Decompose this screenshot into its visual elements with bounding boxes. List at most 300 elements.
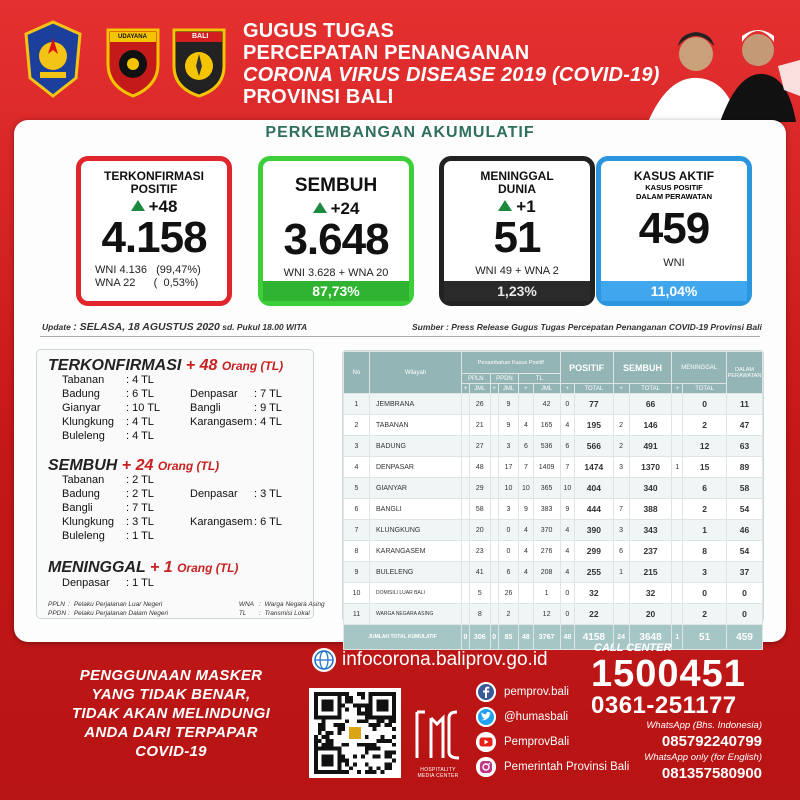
cell-region: DOMISILI LUAR BALI bbox=[370, 583, 462, 604]
col-sembuh: SEMBUH bbox=[613, 352, 672, 384]
legend-text: WNA bbox=[238, 601, 254, 608]
update-time: sd. Pukul 18.00 WITA bbox=[222, 322, 308, 332]
deaths-breakdown-unit: Orang (TL) bbox=[177, 561, 239, 575]
total-label: JUMLAH TOTAL KUMULATIF bbox=[344, 625, 462, 650]
col-sub-plus: + bbox=[462, 384, 470, 394]
cell-value: 8 bbox=[469, 604, 490, 625]
cell-no: 4 bbox=[344, 457, 370, 478]
cell-no: 7 bbox=[344, 520, 370, 541]
breakdown-region: Bangli bbox=[62, 502, 93, 514]
total-value: 3767 bbox=[533, 625, 560, 650]
breakdown-entry bbox=[62, 430, 154, 442]
total-value: 459 bbox=[727, 625, 763, 650]
cell-value: 444 bbox=[575, 499, 613, 520]
cell-value: 89 bbox=[727, 457, 763, 478]
cell-value: 7 bbox=[519, 457, 533, 478]
table-row bbox=[344, 541, 763, 562]
website-link[interactable] bbox=[312, 648, 548, 672]
cell-value: 2 bbox=[498, 604, 519, 625]
cell-value: 0 bbox=[683, 583, 727, 604]
col-sub-jml: JML bbox=[498, 384, 519, 394]
breakdown-region: Denpasar bbox=[190, 388, 238, 400]
warning-line: TIDAK AKAN MELINDUNGI bbox=[71, 705, 271, 722]
legend-text: PPLN bbox=[48, 601, 65, 608]
update-label: Update bbox=[42, 322, 71, 332]
cell-value: 6 bbox=[613, 541, 629, 562]
cell-no: 8 bbox=[344, 541, 370, 562]
total-value: 1 bbox=[672, 625, 683, 650]
cell-value bbox=[462, 604, 470, 625]
cell-value bbox=[490, 478, 498, 499]
cell-value bbox=[613, 604, 629, 625]
recovered-sub: WNI 3.628 + WNA 20 bbox=[283, 267, 389, 279]
active-value: 459 bbox=[638, 204, 710, 253]
cell-value bbox=[519, 583, 533, 604]
call-center-number-1[interactable]: 1500451 bbox=[591, 653, 746, 695]
col-sub-total: TOTAL bbox=[683, 384, 727, 394]
legend-text: Warga Negara Asing bbox=[264, 601, 325, 608]
cell-value: 11 bbox=[727, 394, 763, 415]
active-sub: WNI bbox=[663, 257, 685, 269]
cell-value: 3 bbox=[498, 499, 519, 520]
cell-value: 370 bbox=[533, 520, 560, 541]
globe-icon bbox=[312, 648, 336, 672]
cell-region: KLUNGKUNG bbox=[370, 520, 462, 541]
cell-value bbox=[462, 478, 470, 499]
warning-line: PENGGUNAAN MASKER bbox=[79, 667, 263, 684]
header-line-4: PROVINSI BALI bbox=[243, 86, 394, 108]
header-line-3: CORONA VIRUS DISEASE 2019 (COVID-19) bbox=[243, 64, 660, 86]
breakdown-entry bbox=[190, 388, 282, 400]
total-value: 85 bbox=[498, 625, 519, 650]
cell-value: 41 bbox=[469, 562, 490, 583]
cell-value bbox=[519, 604, 533, 625]
active-card bbox=[596, 156, 752, 306]
col-sub-jml: JML bbox=[469, 384, 490, 394]
cell-no: 1 bbox=[344, 394, 370, 415]
breakdown-count: : 7 TL bbox=[254, 388, 282, 400]
breakdown-region: Klungkung bbox=[62, 516, 114, 528]
cell-value: 42 bbox=[533, 394, 560, 415]
cell-value bbox=[519, 394, 533, 415]
legend-text: TL bbox=[238, 610, 247, 617]
cell-value: 58 bbox=[469, 499, 490, 520]
qr-code-image bbox=[309, 688, 401, 778]
cell-value bbox=[672, 541, 683, 562]
breakdown-entry bbox=[62, 374, 154, 386]
breakdown-count: : 4 TL bbox=[126, 430, 154, 442]
legend-row bbox=[48, 600, 325, 609]
twitter-link[interactable] bbox=[476, 707, 568, 727]
region-table bbox=[343, 351, 763, 650]
facebook-handle: pemprov.bali bbox=[504, 686, 569, 698]
warning-line: YANG TIDAK BENAR, bbox=[91, 686, 251, 703]
cell-value bbox=[672, 604, 683, 625]
source-line: Sumber : Press Release Gugus Tugas Percepatan Penanganan COVID-19 Provinsi Bali bbox=[412, 322, 762, 332]
cell-value bbox=[462, 436, 470, 457]
cell-value bbox=[490, 604, 498, 625]
legend-text: Transmisi Lokal bbox=[264, 610, 310, 617]
confirmed-card bbox=[76, 156, 232, 306]
cell-value: 9 bbox=[560, 499, 575, 520]
cell-value: 343 bbox=[629, 520, 672, 541]
cell-value: 9 bbox=[498, 415, 519, 436]
whatsapp-id-label: WhatsApp (Bhs. Indonesia) bbox=[646, 720, 762, 731]
up-arrow-icon bbox=[313, 202, 327, 213]
cell-value bbox=[490, 436, 498, 457]
breakdown-count: : 7 TL bbox=[126, 502, 154, 514]
officials-portrait-image bbox=[628, 6, 800, 122]
breakdown-count: : 4 TL bbox=[126, 416, 154, 428]
cell-region: GIANYAR bbox=[370, 478, 462, 499]
deaths-delta: +1 bbox=[516, 197, 536, 216]
cell-value bbox=[613, 478, 629, 499]
header-line-2: PERCEPATAN PENANGANAN bbox=[243, 42, 530, 64]
cell-value: 2 bbox=[683, 415, 727, 436]
cell-region: BANGLI bbox=[370, 499, 462, 520]
total-value: 48 bbox=[560, 625, 575, 650]
cell-value bbox=[672, 478, 683, 499]
breakdown-count: : 4 TL bbox=[254, 416, 282, 428]
cell-value: 32 bbox=[575, 583, 613, 604]
breakdown-entry bbox=[62, 474, 154, 486]
cell-value bbox=[462, 394, 470, 415]
cell-value: 3 bbox=[613, 457, 629, 478]
breakdown-count: : 3 TL bbox=[254, 488, 282, 500]
cell-value: 1 bbox=[533, 583, 560, 604]
confirmed-title-1: TERKONFIRMASI bbox=[104, 169, 204, 183]
breakdown-region: Buleleng bbox=[62, 530, 105, 542]
udayana-military-emblem-icon bbox=[102, 20, 164, 98]
breakdown-count: : 2 TL bbox=[126, 474, 154, 486]
cell-value bbox=[462, 415, 470, 436]
table-row bbox=[344, 436, 763, 457]
col-tl: TL bbox=[519, 374, 560, 384]
cell-value bbox=[490, 541, 498, 562]
cell-value: 0 bbox=[683, 394, 727, 415]
cell-value: 146 bbox=[629, 415, 672, 436]
section-title: PERKEMBANGAN AKUMULATIF bbox=[265, 124, 535, 141]
cell-value: 0 bbox=[560, 583, 575, 604]
legend-row bbox=[48, 609, 325, 618]
table-row bbox=[344, 499, 763, 520]
abbreviation-legend bbox=[48, 600, 325, 618]
cell-value bbox=[672, 415, 683, 436]
breakdown-region: Badung bbox=[62, 488, 100, 500]
cell-value: 4 bbox=[560, 541, 575, 562]
col-positif: POSITIF bbox=[560, 352, 613, 384]
cell-value: 165 bbox=[533, 415, 560, 436]
breakdown-region: Denpasar bbox=[62, 577, 110, 589]
cell-value: 21 bbox=[469, 415, 490, 436]
youtube-icon bbox=[476, 732, 496, 752]
cell-value: 4 bbox=[519, 541, 533, 562]
breakdown-entry bbox=[190, 402, 282, 414]
facebook-icon bbox=[476, 682, 496, 702]
total-value: 306 bbox=[469, 625, 490, 650]
cell-value: 27 bbox=[469, 436, 490, 457]
cell-value: 0 bbox=[727, 604, 763, 625]
table-row bbox=[344, 520, 763, 541]
cell-value: 4 bbox=[560, 562, 575, 583]
call-center-label: CALL CENTER bbox=[594, 642, 672, 654]
cell-value: 3 bbox=[613, 520, 629, 541]
deaths-breakdown-label: MENINGGAL bbox=[48, 559, 146, 576]
cell-value bbox=[490, 520, 498, 541]
cell-value bbox=[490, 415, 498, 436]
breakdown-count: : 2 TL bbox=[126, 488, 154, 500]
update-line bbox=[42, 321, 307, 333]
cell-value: 17 bbox=[498, 457, 519, 478]
cell-value: 2 bbox=[613, 436, 629, 457]
cell-value: 4 bbox=[519, 415, 533, 436]
recovered-delta: +24 bbox=[330, 199, 360, 218]
instagram-link[interactable] bbox=[476, 757, 629, 777]
table-row bbox=[344, 583, 763, 604]
cell-value bbox=[672, 562, 683, 583]
region-table-box bbox=[342, 350, 764, 643]
cell-value bbox=[462, 499, 470, 520]
cell-value bbox=[672, 520, 683, 541]
breakdown-region: Tabanan bbox=[62, 374, 105, 386]
table-row bbox=[344, 415, 763, 436]
cell-value: 0 bbox=[498, 520, 519, 541]
cell-value: 10 bbox=[519, 478, 533, 499]
active-subtitle-2: DALAM PERAWATAN bbox=[636, 192, 712, 201]
cell-value: 26 bbox=[498, 583, 519, 604]
bali-police-emblem-icon bbox=[168, 20, 230, 98]
col-sub-plus: + bbox=[490, 384, 498, 394]
warning-line: ANDA DARI TERPAPAR bbox=[84, 724, 258, 741]
cell-region: DENPASAR bbox=[370, 457, 462, 478]
active-percent: 11,04% bbox=[601, 281, 747, 301]
cell-region: JEMBRANA bbox=[370, 394, 462, 415]
mask-warning bbox=[40, 666, 302, 761]
cell-value: 4 bbox=[560, 415, 575, 436]
cell-value: 63 bbox=[727, 436, 763, 457]
col-no: No bbox=[344, 352, 370, 394]
breakdown-entry bbox=[190, 516, 282, 528]
deaths-title-2: DUNIA bbox=[498, 182, 536, 196]
col-penambahan: Penambahan Kasus Positif bbox=[462, 352, 561, 374]
cell-value bbox=[462, 457, 470, 478]
active-title: KASUS AKTIF bbox=[633, 169, 715, 183]
cell-value: 2 bbox=[613, 415, 629, 436]
cell-value: 2 bbox=[683, 604, 727, 625]
total-value: 0 bbox=[462, 625, 470, 650]
col-sub-jml: JML bbox=[533, 384, 560, 394]
recovered-value: 3.648 bbox=[283, 215, 389, 264]
breakdown-region: Buleleng bbox=[62, 430, 105, 442]
total-value: 3648 bbox=[629, 625, 672, 650]
cell-value: 7 bbox=[613, 499, 629, 520]
breakdown-count: : 6 TL bbox=[126, 388, 154, 400]
deaths-value: 51 bbox=[493, 213, 541, 262]
call-center-number-2[interactable]: 0361-251177 bbox=[591, 692, 737, 719]
breakdown-entry bbox=[62, 488, 154, 500]
table-row bbox=[344, 562, 763, 583]
legend-text: : bbox=[258, 601, 261, 608]
breakdown-count: : 10 TL bbox=[126, 402, 161, 414]
website-url: infocorona.baliprov.go.id bbox=[342, 649, 548, 670]
cell-no: 5 bbox=[344, 478, 370, 499]
legend-text: : bbox=[68, 601, 70, 608]
cell-value: 0 bbox=[560, 604, 575, 625]
breakdown-entry bbox=[62, 577, 154, 589]
breakdown-count: : 4 TL bbox=[126, 374, 154, 386]
update-date: : SELASA, 18 AGUSTUS 2020 bbox=[73, 321, 220, 333]
cell-value: 390 bbox=[575, 520, 613, 541]
cell-value: 8 bbox=[683, 541, 727, 562]
cell-value: 32 bbox=[629, 583, 672, 604]
breakdown-count: : 9 TL bbox=[254, 402, 282, 414]
breakdown-region: Karangasem bbox=[190, 416, 253, 428]
cell-value: 491 bbox=[629, 436, 672, 457]
cell-value: 0 bbox=[727, 583, 763, 604]
cell-no: 6 bbox=[344, 499, 370, 520]
table-row bbox=[344, 394, 763, 415]
total-value: 0 bbox=[490, 625, 498, 650]
breakdown-region: Tabanan bbox=[62, 474, 105, 486]
cell-value: 37 bbox=[727, 562, 763, 583]
header-title bbox=[243, 20, 660, 108]
breakdown-count: : 1 TL bbox=[126, 577, 154, 589]
cell-region: KARANGASEM bbox=[370, 541, 462, 562]
cell-value bbox=[490, 394, 498, 415]
deaths-percent: 1,23% bbox=[444, 281, 590, 301]
cell-region: TABANAN bbox=[370, 415, 462, 436]
cell-value: 6 bbox=[560, 436, 575, 457]
breakdown-region: Badung bbox=[62, 388, 100, 400]
deaths-breakdown-plus: + 1 bbox=[149, 559, 173, 576]
legend-text: Pelaku Perjalanan Dalam Negeri bbox=[73, 610, 169, 617]
cell-value: 2 bbox=[683, 499, 727, 520]
cell-value bbox=[490, 457, 498, 478]
legend-text: : bbox=[68, 610, 70, 617]
col-sub-plus: + bbox=[519, 384, 533, 394]
cell-value: 77 bbox=[575, 394, 613, 415]
total-value: 51 bbox=[683, 625, 727, 650]
hmc-logo-icon bbox=[413, 708, 463, 762]
legend-text: : bbox=[258, 610, 261, 617]
breakdown-entry bbox=[190, 488, 282, 500]
deaths-card bbox=[439, 156, 595, 306]
active-subtitle-1: KASUS POSITIF bbox=[645, 183, 703, 192]
col-meninggal: MENINGGAL bbox=[672, 352, 727, 384]
cell-value: 237 bbox=[629, 541, 672, 562]
cell-value: 23 bbox=[469, 541, 490, 562]
cell-value: 4 bbox=[519, 562, 533, 583]
bali-logo-text: BALI bbox=[192, 33, 209, 40]
cell-region: BADUNG bbox=[370, 436, 462, 457]
deaths-breakdown-heading bbox=[48, 559, 238, 577]
hmc-line-1: HOSPITALITY bbox=[420, 767, 456, 773]
cell-value bbox=[490, 583, 498, 604]
cell-value: 1409 bbox=[533, 457, 560, 478]
legend-text: PPDN bbox=[48, 610, 67, 617]
whatsapp-en-number[interactable]: 081357580900 bbox=[661, 765, 762, 782]
whatsapp-en-label: WhatsApp only (for English) bbox=[644, 752, 762, 763]
cell-no: 9 bbox=[344, 562, 370, 583]
breakdown-region: Denpasar bbox=[190, 488, 238, 500]
legend-text: Pelaku Perjalanan Luar Negeri bbox=[73, 601, 163, 608]
facebook-link[interactable] bbox=[476, 682, 569, 702]
cell-value bbox=[613, 394, 629, 415]
cell-value: 1 bbox=[683, 520, 727, 541]
cell-value: 26 bbox=[469, 394, 490, 415]
cell-no: 11 bbox=[344, 604, 370, 625]
cell-value: 9 bbox=[498, 394, 519, 415]
cell-value: 29 bbox=[469, 478, 490, 499]
cell-value bbox=[490, 499, 498, 520]
confirmed-breakdown-plus: + 48 bbox=[185, 357, 218, 374]
cell-value: 404 bbox=[575, 478, 613, 499]
cell-value: 22 bbox=[575, 604, 613, 625]
recovered-percent: 87,73% bbox=[263, 281, 409, 301]
twitter-icon bbox=[476, 707, 496, 727]
cell-value: 566 bbox=[575, 436, 613, 457]
cell-value: 276 bbox=[533, 541, 560, 562]
cell-value: 1474 bbox=[575, 457, 613, 478]
breakdown-entry bbox=[62, 388, 154, 400]
youtube-link[interactable] bbox=[476, 732, 569, 752]
hmc-line-2: MEDIA CENTER bbox=[417, 773, 459, 779]
breakdown-region: Karangasem bbox=[190, 516, 253, 528]
breakdown-entry bbox=[62, 416, 154, 428]
breakdown-entry bbox=[190, 416, 282, 428]
col-sub-total: TOTAL bbox=[575, 384, 613, 394]
total-value: 24 bbox=[613, 625, 629, 650]
table-total-row bbox=[344, 625, 763, 650]
confirmed-breakdown-unit: Orang (TL) bbox=[221, 359, 284, 373]
cell-value: 54 bbox=[727, 499, 763, 520]
cell-value: 66 bbox=[629, 394, 672, 415]
cell-value bbox=[672, 436, 683, 457]
cell-value: 0 bbox=[498, 541, 519, 562]
instagram-handle: Pemerintah Provinsi Bali bbox=[504, 761, 630, 773]
col-dalam-perawatan: DALAM PERAWATAN bbox=[727, 352, 763, 394]
cell-value: 1370 bbox=[629, 457, 672, 478]
cell-value: 58 bbox=[727, 478, 763, 499]
cell-value bbox=[613, 583, 629, 604]
recovered-title: SEMBUH bbox=[294, 175, 378, 196]
bali-province-emblem-icon bbox=[22, 20, 84, 98]
table-row bbox=[344, 478, 763, 499]
cell-value: 10 bbox=[560, 478, 575, 499]
cell-value: 6 bbox=[519, 436, 533, 457]
cell-value: 3 bbox=[498, 436, 519, 457]
recovered-breakdown-label: SEMBUH bbox=[48, 457, 118, 474]
cell-value: 1 bbox=[672, 457, 683, 478]
table-row bbox=[344, 604, 763, 625]
cell-value: 15 bbox=[683, 457, 727, 478]
whatsapp-id-number[interactable]: 085792240799 bbox=[661, 733, 762, 750]
cell-value bbox=[672, 583, 683, 604]
cell-value: 6 bbox=[683, 478, 727, 499]
udayana-logo-text: UDAYANA bbox=[118, 34, 147, 40]
recovered-breakdown-unit: Orang (TL) bbox=[157, 459, 220, 473]
cell-value: 10 bbox=[498, 478, 519, 499]
cell-value bbox=[462, 520, 470, 541]
cell-value: 195 bbox=[575, 415, 613, 436]
twitter-handle: @humasbali bbox=[504, 711, 569, 723]
cell-value: 3 bbox=[683, 562, 727, 583]
recovered-breakdown-plus: + 24 bbox=[121, 457, 154, 474]
col-sub-total: TOTAL bbox=[629, 384, 672, 394]
cell-value: 388 bbox=[629, 499, 672, 520]
breakdown-count: : 6 TL bbox=[254, 516, 282, 528]
cell-value: 7 bbox=[560, 457, 575, 478]
